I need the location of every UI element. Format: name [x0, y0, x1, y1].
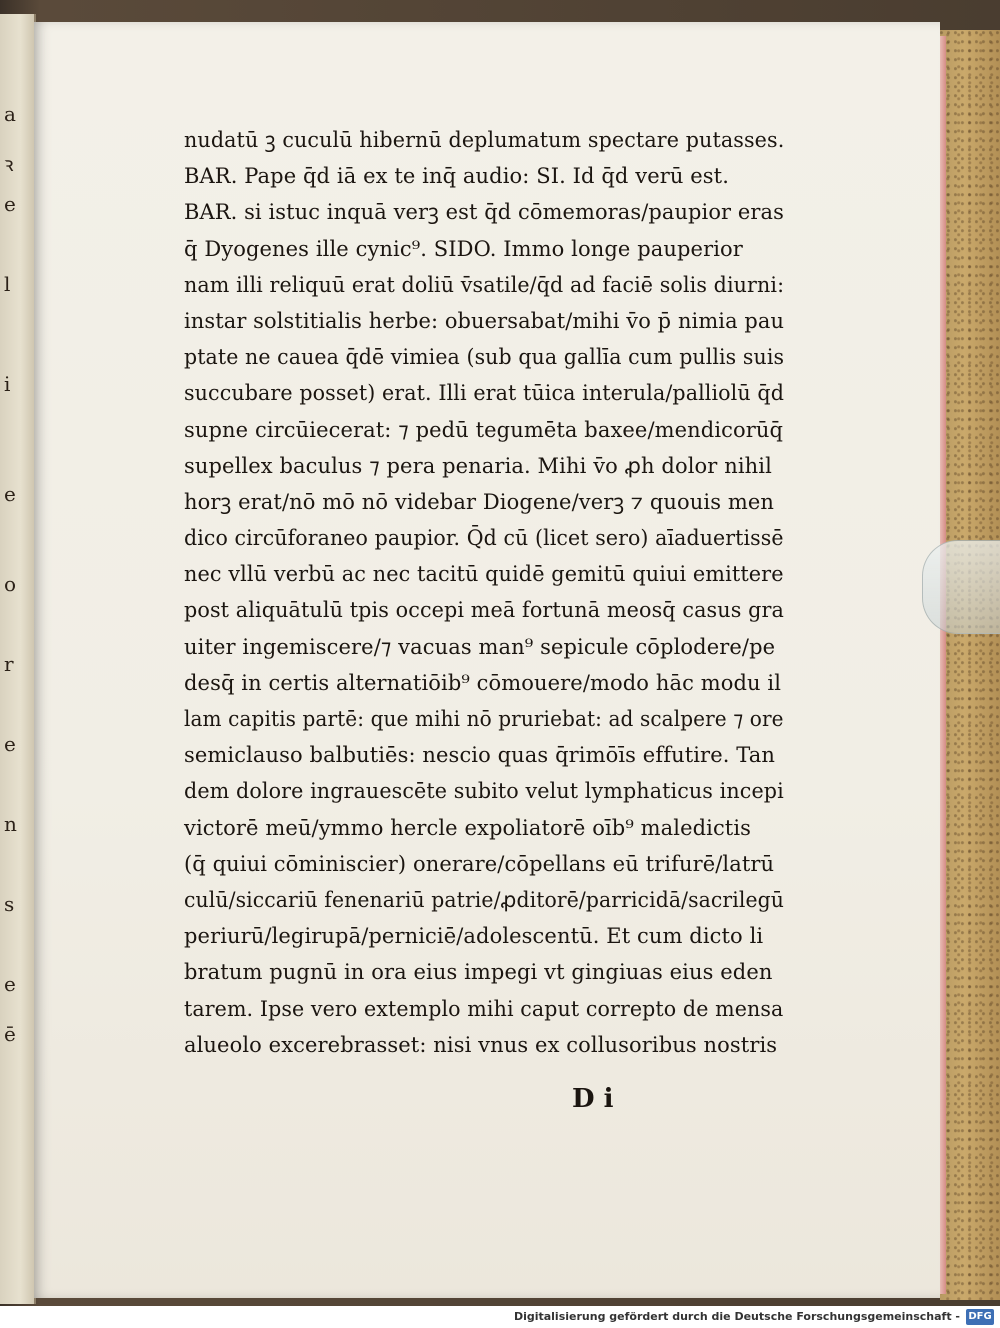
- text-block: [184, 122, 784, 1063]
- text-line: victorē meū/ymmo hercle expoliatorē oīb⁹ maledictis: [184, 815, 752, 840]
- text-line: lam capitis partē: que mihi nō pruriebat: ad scalpere ⁊ ore: [184, 707, 784, 731]
- text-line: horꝫ erat/nō mō nō videbar Diogene/verꝫ ⁊ quouis men: [184, 489, 775, 514]
- text-line: semiclauso balbutiēs: nescio quas q̄rimōīs effutire. Tan: [184, 743, 775, 768]
- text-line: BAR. si istuc inquā verꝫ est q̄d cōmemoras/paupior eras: [184, 200, 784, 225]
- text-line: nudatū ꝫ cuculū hibernū deplumatum spectare putasses.: [184, 128, 785, 152]
- text-line: tarem. Ipse vero extemplo mihi caput correpto de mensa: [184, 996, 784, 1021]
- text-line: q̄ Dyogenes ille cynic⁹. SIDO. Immo longe pauperior: [184, 236, 743, 261]
- text-line: bratum pugnū in ora eius impegi vt gingiuas eius eden: [184, 960, 773, 985]
- text-line: BAR. Pape q̄d iā ex te inq̄ audio: SI. Id q̄d verū est.: [184, 164, 729, 189]
- footer-bar: [0, 1306, 1000, 1328]
- text-line: supne circūiecerat: ⁊ pedū tegumēta baxee/mendicorūq̄: [184, 417, 784, 442]
- dfg-logo: DFG: [966, 1309, 994, 1325]
- text-line: uiter ingemiscere/⁊ vacuas man⁹ sepicule cōplodere/pe: [184, 634, 776, 659]
- text-line: post aliquātulū tpis occepi meā fortunā meosq̄ casus gra: [184, 598, 784, 623]
- text-line: supellex baculus ⁊ pera penaria. Mihi v̄o ꝓh dolor nihil: [184, 453, 772, 478]
- text-line: succubare posset) erat. Illi erat tūica interula/palliolū q̄d: [184, 381, 785, 406]
- text-line: (q̄ quiui cōminiscier) onerare/cōpellans eū trifurē/latrū: [184, 851, 775, 876]
- text-line: periurū/legirupā/perniciē/adolescentū. Et cum dicto li: [184, 924, 764, 949]
- text-line: nec vllū verbū ac nec tacitū quidē gemitū quiui emittere: [184, 562, 784, 587]
- text-line: ptate ne cauea q̄dē vimiea (sub qua gallīa cum pullis suis: [184, 345, 785, 370]
- book-cover-board: [940, 30, 1000, 1300]
- previous-page-edge: a ꝛ e l i e o r e n s e ē: [0, 14, 36, 1304]
- book-page: [34, 22, 940, 1298]
- text-line: desq̄ in certis alternatiōib⁹ cōmouere/modo hāc modu il: [184, 670, 782, 695]
- text-line: culū/siccariū fenenariū patrie/ꝓditorē/parricidā/sacrilegū: [184, 887, 785, 912]
- text-line: alueolo excerebrasset: nisi vnus ex collusoribus nostris: [184, 1032, 778, 1057]
- text-line: nam illi reliquū erat doliū v̄satile/q̄d ad faciē solis diurni:: [184, 272, 785, 297]
- funding-credit: Digitalisierung gefördert durch die Deutsche Forschungsgemeinschaft -: [513, 1310, 960, 1323]
- page-clip: [922, 540, 1000, 634]
- text-line: dico circūforaneo paupior. Q̄d cū (licet sero) aīaduertissē: [184, 526, 784, 551]
- text-line: dem dolore ingrauescēte subito velut lymphaticus incepi: [184, 779, 784, 804]
- signature-mark: D i: [572, 1084, 614, 1114]
- text-line: instar solstitialis herbe: obuersabat/mihi v̄o p̄ nimia pau: [184, 308, 785, 333]
